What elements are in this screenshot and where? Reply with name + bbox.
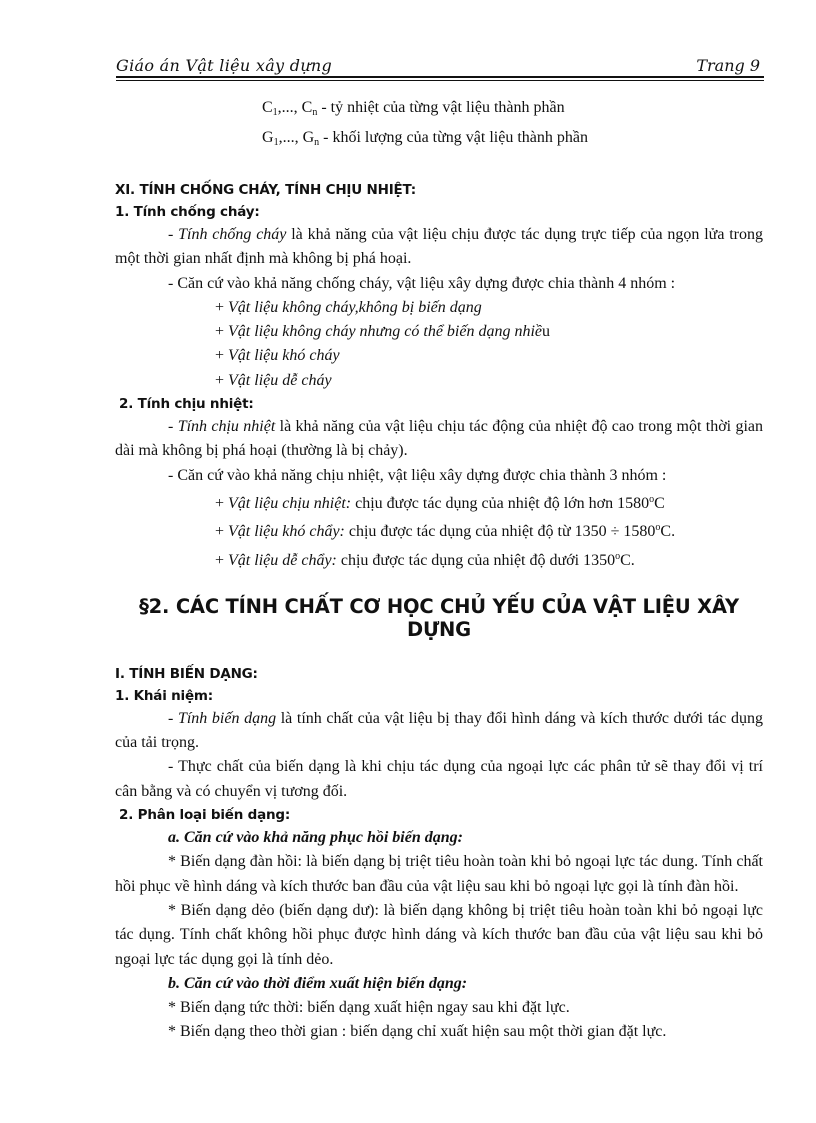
classification-b-heading: b. Căn cứ vào thời điểm xuất hiện biến dạng: [168, 974, 468, 992]
section-i-heading: I. TÍNH BIẾN DẠNG: [115, 665, 258, 682]
section-xi-heading: XI. TÍNH CHỐNG CHÁY, TÍNH CHỊU NHIỆT: [115, 182, 417, 198]
heat-resistance-classification: - Căn cứ vào khả năng chịu nhiệt, vật liệu xây dựng được chia thành 3 nhóm : [168, 466, 667, 484]
elastic-deformation-paragraph: * Biến dạng đàn hồi: là biến dạng bị triệt tiêu hoàn toàn khi bỏ ngoại lực tác dung. Tính chất hồi phục về hình dáng và kích thước ban đầu của vật liệu sau khi bỏ ngoại lực gọi là tính đàn hồi. [115, 853, 763, 895]
time-deformation-paragraph: * Biến dạng theo thời gian : biến dạng chỉ xuất hiện sau một thời gian đặt lực. [168, 1023, 667, 1041]
list-item: + Vật liệu khó chẩy: chịu được tác dụng của nhiệt độ từ $1350 \div 1580^oC$. [215, 522, 676, 541]
page-header [116, 56, 764, 78]
fire-resistance-definition: - Tính chống cháy là khả năng của vật liệu chịu được tác dụng trực tiếp của ngọn lửa trong một thời gian nhất định mà không bị phá hoại. [115, 226, 763, 268]
fire-resistance-classification: - Căn cứ vào khả năng chống cháy, vật liệu xây dựng được chia thành 4 nhóm : [168, 274, 676, 292]
instant-deformation-paragraph: * Biến dạng tức thời: biến dạng xuất hiện ngay sau khi đặt lực. [168, 999, 570, 1017]
subsection-concept-heading: 1. Khái niệm: [115, 687, 213, 704]
symbol-definition-g: $G_1$,..., $G_n$ - khối lượng của từng vật liệu thành phần [262, 128, 588, 148]
header-rule-thin [116, 80, 764, 81]
list-item: + Vật liệu chịu nhiệt: chịu được tác dụng của nhiệt độ lớn hơn 1580$^o$C [215, 493, 665, 512]
subsection-classification-heading: 2. Phân loại biến dạng: [119, 807, 291, 824]
plastic-deformation-paragraph: * Biến dạng dẻo (biến dạng dư): là biến dạng không bị triệt tiêu hoàn toàn khi bỏ ngoại lực tác dụng. Tính chất không hồi phục được hình dáng và kích thước ban đầu của vật liệu sau khi bỏ ngoại lực tác dụng gọi là tính dẻo. [115, 901, 763, 968]
list-item: + Vật liệu dễ chẩy: chịu được tác dụng của nhiệt độ dưới 1350$^o$C. [215, 550, 635, 569]
list-item: + Vật liệu khó cháy [215, 347, 340, 365]
header-page-number: Trang 9 [696, 56, 760, 75]
deformation-essence: - Thực chất của biến dạng là khi chịu tác dụng của ngoại lực các phân tử sẽ thay đổi vị trí cân bằng và có chuyển vị tương đối. [115, 758, 763, 800]
list-item: + Vật liệu không cháy,không bị biến dạng [215, 298, 482, 316]
subsection-fire-resistance-heading: 1. Tính chống cháy: [115, 204, 260, 220]
chapter-section-heading: §2. CÁC TÍNH CHẤT CƠ HỌC CHỦ YẾU CỦA VẬT LIỆU XÂY DỰNG [139, 594, 739, 641]
header-title: Giáo án Vật liệu xây dựng [116, 56, 333, 75]
classification-a-heading: a. Căn cứ vào khả năng phục hồi biến dạng: [168, 829, 463, 847]
header-rule-thick [116, 76, 764, 78]
list-item: + Vật liệu không cháy nhưng có thể biến dạng nhiều [215, 323, 551, 341]
heat-resistance-definition: - Tính chịu nhiệt là khả năng của vật liệu chịu tác động của nhiệt độ cao trong một thời gian dài mà không bị phá hoại (thường là bị chảy). [115, 418, 764, 460]
page-content [115, 96, 763, 1045]
symbol-definition-c: $C_1$,..., $C_n$ - tỷ nhiệt của từng vật liệu thành phần [262, 99, 565, 118]
subsection-heat-resistance-heading: 2. Tính chịu nhiệt: [119, 396, 254, 413]
deformation-definition: - Tính biến dạng là tính chất của vật liệu bị thay đổi hình dáng và kích thước dưới tác dụng của tải trọng. [115, 709, 764, 752]
list-item: + Vật liệu dễ cháy [215, 371, 332, 389]
